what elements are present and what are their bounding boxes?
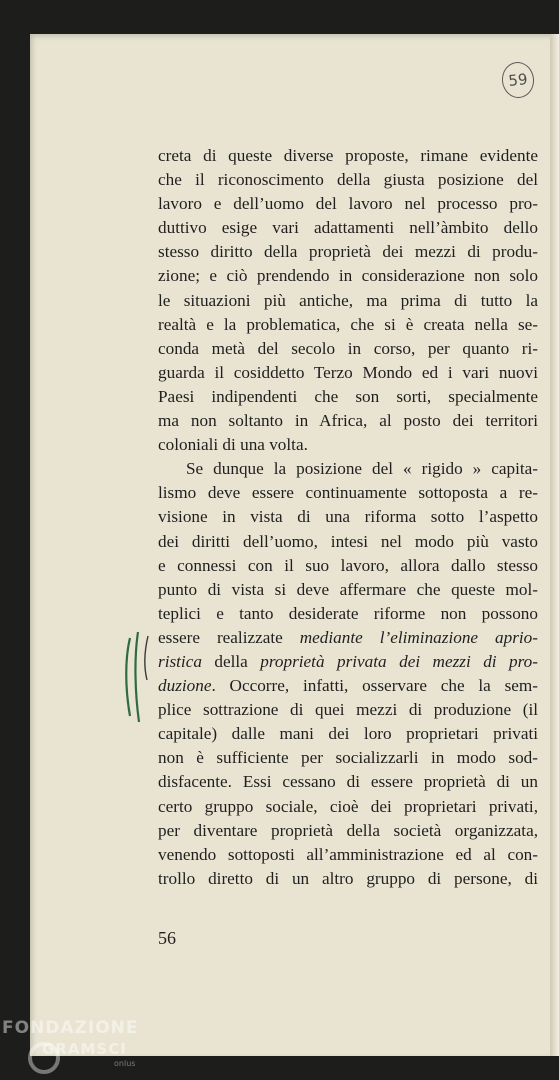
text-line: trollo diretto di un altro gruppo di persone, di [158,868,538,888]
text-line: e connessi con il suo lavoro, allora dallo stesso [158,555,538,575]
text-line: conda metà del secolo in corso, per quanto ri- [158,338,538,358]
green-margin-marks [120,628,156,724]
text-line: lismo deve essere continuamente sottoposta a re- [158,483,538,503]
text-line: Paesi indipendenti che son sorti, specialmente [158,386,538,406]
page-edge [550,34,559,1056]
text-line: lavoro e dell’uomo del lavoro nel processo pro- [158,194,538,214]
text-line: le situazioni più antiche, ma prima di tutto la [158,290,538,310]
text-line: certo gruppo sociale, cioè dei proprietari privati, [158,796,538,816]
watermark [2,1018,142,1078]
text-line: guarda il cosiddetto Terzo Mondo ed i vari nuovi [158,362,538,382]
text-line: creta di queste diverse proposte, rimane evidente [158,146,538,165]
text-line: disfacente. Essi cessano di essere proprietà di un [158,772,538,792]
text-line: venendo sottoposti all’amministrazione ed al con- [158,844,538,864]
text-line [158,626,538,650]
italic-run: mediante l’eliminazione aprio- [299,627,538,647]
text-line: Se dunque la posizione del « rigido » capita- [186,459,538,479]
handwritten-page-number: 59 [500,60,536,99]
watermark-line1: FONDAZIONE [2,1018,139,1038]
text-line: per diventare proprietà della società organizzata, [158,820,538,840]
text-line [158,650,538,674]
text-run: della [201,651,261,671]
text-line: ma non soltanto in Africa, al posto dei territori [158,411,538,431]
text-line: capitale) dalle mani dei loro proprietari privati [158,724,538,744]
text-line: duttivo esige vari adattamenti nell’àmbito dello [158,218,538,238]
watermark-line3: onlus [114,1059,136,1068]
italic-run: ristica [158,651,202,671]
text-line [158,674,538,698]
page-number: 56 [158,928,176,948]
text-line: realtà e la problematica, che si è creata nella se- [158,314,538,334]
text-line: stesso diritto della proprietà dei mezzi di produ- [158,242,538,262]
text-line: punto di vista si deve affermare che queste mol- [158,579,538,599]
text-line: coloniali di una volta. [158,435,308,455]
text-line: non è sufficiente per socializzarli in modo sod- [158,748,538,768]
text-line: visione in vista di una riforma sotto l’aspetto [158,507,538,527]
watermark-line2: GRAMSCI [42,1040,127,1058]
italic-run: proprietà privata dei mezzi di pro- [260,651,538,671]
text-run: essere realizzate [158,627,300,647]
text-line: che il riconoscimento della giusta posizione del [158,170,538,190]
text-line: teplici e tanto desiderate riforme non possono [158,603,538,623]
text-line: plice sottrazione di quei mezzi di produzione (il [158,700,538,720]
italic-run: duzione [158,676,212,696]
body-text [158,144,538,891]
text-run: . Occorre, infatti, osservare che la sem- [211,676,538,696]
text-line: zione; e ciò prendendo in considerazione non solo [158,266,538,286]
text-line: dei diritti dell’uomo, intesi nel modo più vasto [158,531,538,551]
